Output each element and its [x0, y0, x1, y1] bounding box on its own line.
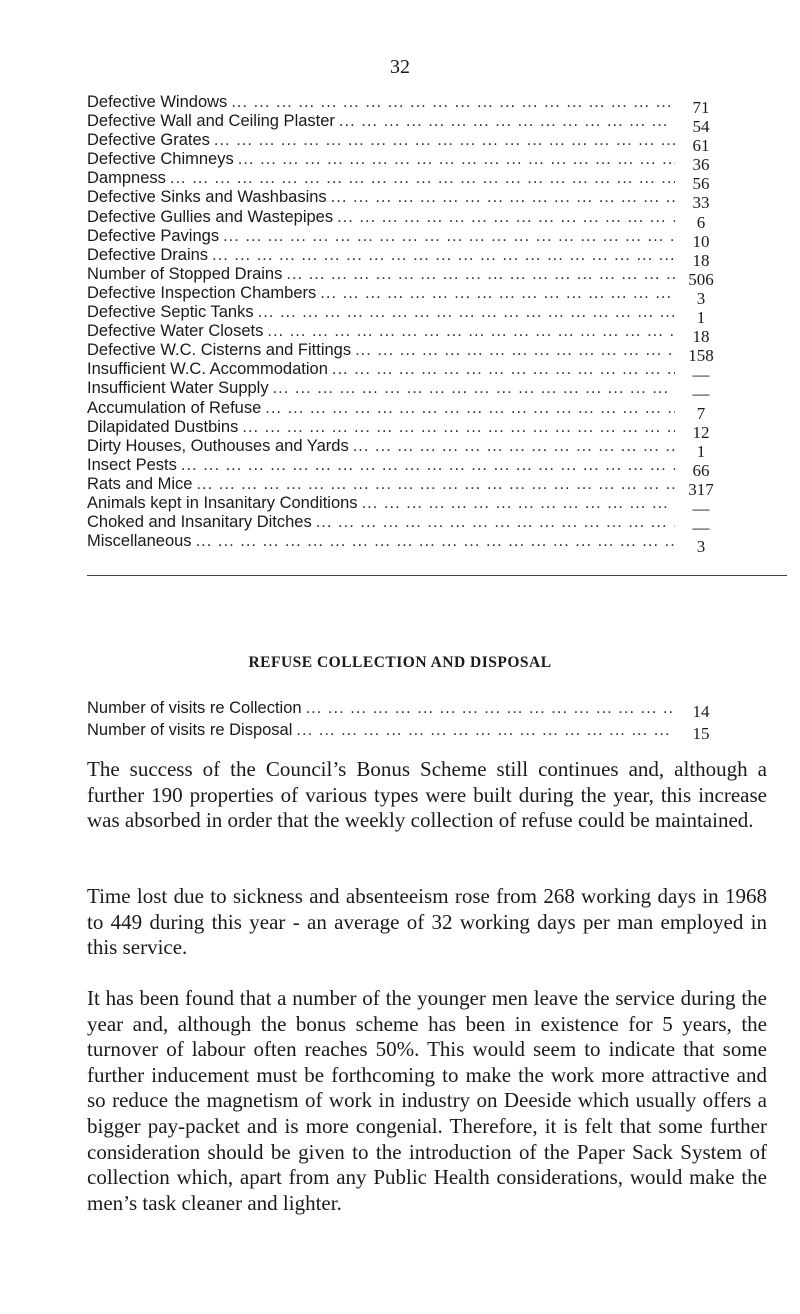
row-value: 317: [688, 479, 714, 499]
table-row: [87, 130, 727, 156]
row-value: 14: [692, 702, 710, 721]
row-label: Insect Pests: [87, 455, 177, 474]
dot-leader: [353, 437, 675, 456]
dot-leader: [223, 227, 675, 246]
dot-leader: [306, 697, 675, 719]
row-value: 3: [696, 537, 706, 557]
row-label: Rats and Mice: [87, 474, 193, 493]
dot-leader: [296, 719, 675, 741]
row-label: Defective Inspection Chambers: [87, 283, 317, 302]
row-label: Animals kept in Insanitary Conditions: [87, 493, 358, 512]
table-row: [87, 92, 727, 117]
row-value: 18: [692, 327, 710, 347]
table-row: [87, 302, 727, 328]
dot-leader: [181, 456, 675, 475]
visits-table: [87, 697, 727, 741]
row-label: Accumulation of Refuse: [87, 398, 262, 417]
row-label: Defective Sinks and Washbasins: [87, 188, 327, 207]
row-label: Defective Windows: [87, 93, 228, 111]
row-label: Defective Water Closets: [87, 322, 264, 341]
row-value: 61: [692, 136, 710, 156]
row-label: Defective Drains: [87, 245, 209, 264]
dot-leader: [286, 265, 675, 284]
table-row: [87, 436, 727, 461]
table-row: [87, 207, 727, 232]
table-row: [87, 283, 727, 308]
dot-leader: [212, 246, 675, 265]
row-value: 158: [688, 346, 714, 366]
row-label: Defective Chimneys: [87, 150, 234, 169]
dot-leader: [337, 208, 675, 227]
dot-leader: [339, 112, 675, 131]
row-value: —: [692, 365, 710, 385]
row-value: —: [692, 518, 710, 538]
table-row: [87, 512, 727, 538]
table-row: [87, 187, 727, 213]
row-label: Insufficient Water Supply: [87, 379, 269, 398]
row-label: Miscellaneous: [87, 532, 192, 551]
row-label: Number of Stopped Drains: [87, 264, 283, 283]
table-bottom-rule: [87, 575, 787, 576]
body-paragraph: It has been found that a number of the younger men leave the service during the year and, although the bonus scheme has been in existence for 5 years, the turnover of labour often reaches 50%. This would seem to indicate that some further inducement must be forthcoming to make the work more attractive and so reduce the magnetism of work in industry on Deeside which usually offers a bigger pay-packet and is more congenial. Therefore, it is felt that some further consideration should be given to the introduction of the Paper Sack System of collection which, apart from any Public Health considerations, would make the men’s task cleaner and lighter.: [87, 986, 767, 1215]
row-label: Choked and Insanitary Ditches: [87, 513, 312, 532]
row-value: 36: [692, 155, 710, 175]
dot-leader: [231, 93, 675, 112]
row-label: Defective Gullies and Wastepipes: [87, 207, 334, 226]
table-row: [87, 149, 727, 175]
table-row: [87, 719, 727, 741]
row-value: —: [692, 384, 710, 404]
table-row: [87, 168, 727, 194]
table-row: [87, 398, 727, 423]
table-row: [87, 111, 727, 137]
row-value: —: [692, 498, 710, 518]
row-value: 1: [696, 308, 706, 328]
dot-leader: [355, 341, 675, 360]
table-row: [87, 417, 727, 442]
dot-leader: [265, 399, 675, 418]
dot-leader: [273, 379, 675, 398]
row-label: Number of visits re Collection: [87, 699, 302, 717]
row-value: 1: [696, 441, 706, 461]
row-value: 6: [696, 212, 706, 232]
row-value: 66: [692, 460, 710, 480]
table-row: [87, 378, 727, 404]
dot-leader: [238, 150, 675, 169]
table-row: [87, 226, 727, 251]
row-value: 10: [692, 231, 710, 251]
row-label: Defective Pavings: [87, 226, 220, 245]
body-paragraph: The success of the Council’s Bonus Scheme still continues and, although a further 190 properties of various types were built during the year, this increase was absorbed in order that the weekly collection of refuse could be maintained.: [87, 757, 767, 833]
row-label: Defective Septic Tanks: [87, 303, 254, 322]
dot-leader: [170, 169, 675, 188]
page-number: 32: [390, 56, 410, 78]
row-value: 12: [692, 422, 710, 442]
dot-leader: [331, 188, 675, 207]
table-row: [87, 340, 727, 366]
row-value: 54: [692, 117, 710, 137]
row-value: 33: [692, 193, 710, 213]
dot-leader: [214, 131, 675, 150]
dot-leader: [320, 284, 675, 303]
dot-leader: [196, 532, 675, 551]
row-label: Insufficient W.C. Accommodation: [87, 360, 328, 379]
row-value: 15: [692, 724, 710, 743]
table-row: [87, 455, 727, 480]
table-row: [87, 321, 727, 347]
table-row: [87, 245, 727, 270]
row-label: Defective W.C. Cisterns and Fittings: [87, 341, 352, 360]
row-value: 506: [688, 269, 714, 289]
table-row: [87, 264, 727, 289]
dot-leader: [196, 475, 675, 494]
dot-leader: [316, 513, 675, 532]
defects-table: [87, 92, 727, 557]
row-value: 7: [696, 403, 706, 423]
section-heading: REFUSE COLLECTION AND DISPOSAL: [248, 654, 552, 671]
dot-leader: [267, 322, 675, 341]
dot-leader: [242, 418, 675, 437]
row-value: 18: [692, 250, 710, 270]
row-label: Dilapidated Dustbins: [87, 417, 239, 436]
row-value: 3: [696, 288, 706, 308]
table-row: [87, 474, 727, 499]
dot-leader: [258, 303, 675, 322]
row-label: Number of visits re Disposal: [87, 721, 293, 739]
row-label: Dirty Houses, Outhouses and Yards: [87, 436, 349, 455]
row-value: 56: [692, 174, 710, 194]
row-label: Defective Grates: [87, 131, 210, 150]
table-row: [87, 531, 727, 557]
table-row: [87, 359, 727, 385]
dot-leader: [332, 360, 675, 379]
table-row: [87, 697, 727, 719]
row-value: 71: [692, 98, 710, 117]
table-row: [87, 493, 727, 518]
row-label: Dampness: [87, 169, 166, 188]
dot-leader: [362, 494, 675, 513]
body-paragraph: Time lost due to sickness and absenteeism rose from 268 working days in 1968 to 449 during this year - an average of 32 working days per man employed in this service.: [87, 884, 767, 960]
row-label: Defective Wall and Ceiling Plaster: [87, 112, 335, 131]
